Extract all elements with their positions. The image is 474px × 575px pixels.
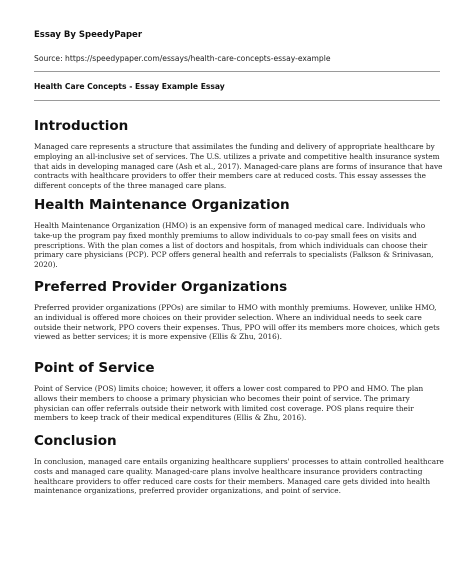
site-title: Essay By SpeedyPaper bbox=[34, 30, 143, 40]
section-heading: Introduction bbox=[34, 118, 129, 134]
section-heading: Health Maintenance Organization bbox=[34, 197, 290, 213]
section-hmo bbox=[34, 197, 444, 270]
section-introduction bbox=[34, 118, 444, 191]
divider-top bbox=[34, 71, 440, 72]
section-heading: Conclusion bbox=[34, 433, 117, 449]
essay-title: Health Care Concepts - Essay Example Essay bbox=[34, 82, 225, 91]
section-ppo bbox=[34, 279, 444, 342]
section-conclusion bbox=[34, 433, 444, 496]
section-heading: Preferred Provider Organizations bbox=[34, 279, 288, 295]
section-body: Health Maintenance Organization (HMO) is an expensive form of managed medical care. Individuals who take-up the program pay fixed monthly premiums to allow individuals to co-pay small fees on visits and prescriptions. With the plan comes a list of doctors and hospitals, from which individuals can choose their primary care physicians (PCP). PCP offers general health and referrals to specialists (Falkson & Srinivasan, 2020). bbox=[34, 221, 434, 270]
section-heading: Point of Service bbox=[34, 360, 155, 376]
section-pos bbox=[34, 360, 444, 423]
section-body: Preferred provider organizations (PPOs) are similar to HMO with monthly premiums. However, unlike HMO, an individual is offered more choices on their provider selection. Where an individual needs to seek care outside their network, PPO covers their expenses. Thus, PPO will offer its members more choices, which gets viewed as better services; it is more expensive (Ellis & Zhu, 2016). bbox=[34, 303, 440, 342]
section-body: Point of Service (POS) limits choice; however, it offers a lower cost compared to PPO and HMO. The plan allows their members to choose a primary physician who becomes their point of service. The primary physician can offer referrals outside their network with limited cost coverage. POS plans require their members to keep track of their medical expenditures (Ellis & Zhu, 2016). bbox=[34, 384, 424, 423]
section-body: Managed care represents a structure that assimilates the funding and delivery of appropriate healthcare by employing an all-inclusive set of services. The U.S. utilizes a private and competitive health insurance system that aids in developing managed care (Ash et al., 2017). Managed-care plans are forms of insurance that have contracts with healthcare providers to offer their members care at reduced costs. This essay assesses the different concepts of the three managed care plans. bbox=[34, 142, 443, 191]
source-line: Source: https://speedypaper.com/essays/health-care-concepts-essay-example bbox=[34, 54, 331, 63]
section-body: In conclusion, managed care entails organizing healthcare suppliers' processes to attain controlled healthcare costs and managed care quality. Managed-care plans involve healthcare insurance providers contracting healthcare providers to offer reduced care costs for their members. Managed care gets divided into health maintenance organizations, preferred provider organizations, and point of service. bbox=[34, 457, 444, 496]
divider-bottom bbox=[34, 100, 440, 101]
